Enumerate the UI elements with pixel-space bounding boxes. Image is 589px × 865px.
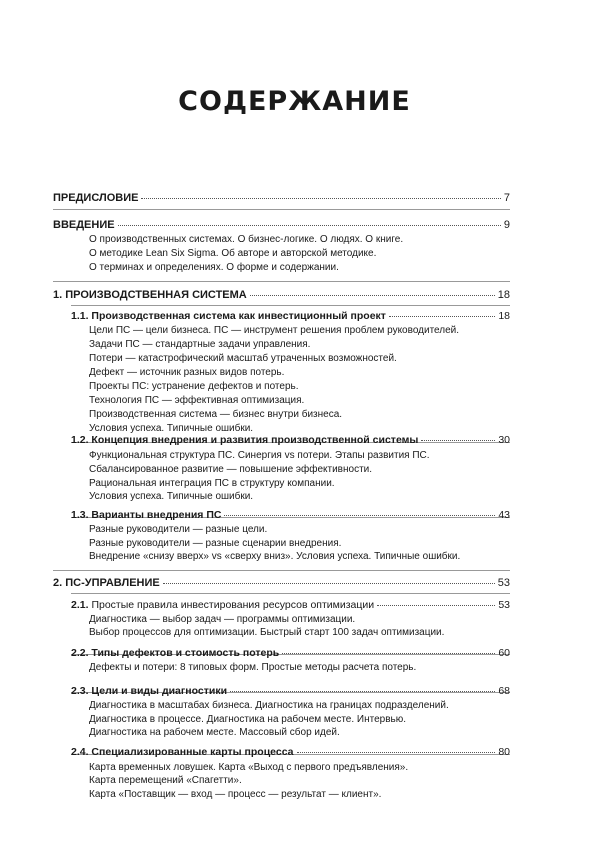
entry-label: 2. ПС-УПРАВЛЕНИЕ <box>53 577 160 589</box>
toc-entry-chapter-1[interactable] <box>53 289 510 301</box>
toc-entry-section-2-1[interactable] <box>71 599 510 611</box>
entry-description: Цели ПС — цели бизнеса. ПС — инструмент решения проблем руководителей. <box>89 325 460 336</box>
leader-dots <box>230 691 495 692</box>
divider <box>71 305 510 306</box>
leader-dots <box>250 295 495 296</box>
leader-dots <box>141 198 500 199</box>
toc-entry-intro[interactable] <box>53 219 510 231</box>
entry-description: Задачи ПС — стандартные задачи управления. <box>89 339 311 350</box>
entry-description: Карта перемещений «Спагетти». <box>89 775 242 786</box>
page-title: СОДЕРЖАНИЕ <box>178 86 411 117</box>
divider <box>53 570 510 571</box>
toc-entry-section-1-2[interactable] <box>71 434 510 446</box>
entry-page: 53 <box>497 577 510 589</box>
entry-description: Сбалансированное развитие — повышение эффективности. <box>89 464 373 475</box>
leader-dots <box>377 605 495 606</box>
entry-description: Дефект — источник разных видов потерь. <box>89 367 285 378</box>
leader-dots <box>389 316 495 317</box>
entry-page: 18 <box>498 310 510 322</box>
entry-label: 2.2. Типы дефектов и стоимость потерь <box>71 647 280 659</box>
entry-description: Диагностика в процессе. Диагностика на рабочем месте. Интервью. <box>89 714 407 725</box>
toc-entry-preface[interactable] <box>53 192 510 204</box>
entry-description: Диагностика на рабочем месте. Массовый сбор идей. <box>89 727 340 738</box>
entry-description: Технология ПС — эффективная оптимизация. <box>89 395 305 406</box>
entry-label: 1.3. Варианты внедрения ПС <box>71 509 222 521</box>
entry-page: 43 <box>498 509 510 521</box>
entry-description: О производственных системах. О бизнес-логике. О людях. О книге. <box>89 234 404 245</box>
entry-description: Дефекты и потери: 8 типовых форм. Простые методы расчета потерь. <box>89 662 417 673</box>
entry-description: Разные руководители — разные сценарии внедрения. <box>89 538 342 549</box>
toc-entry-section-2-3[interactable] <box>71 685 510 697</box>
entry-label: 1.2. Концепция внедрения и развития производственной системы <box>71 434 419 446</box>
entry-page: 60 <box>498 647 510 659</box>
entry-page: 7 <box>503 192 510 204</box>
entry-description: Карта «Поставщик — вход — процесс — результат — клиент». <box>89 789 382 800</box>
entry-description: Проекты ПС: устранение дефектов и потерь. <box>89 381 299 392</box>
entry-page: 9 <box>503 219 510 231</box>
entry-page: 80 <box>498 746 510 758</box>
divider <box>53 281 510 282</box>
entry-label: Простые правила инвестирования ресурсов оптимизации <box>91 599 375 611</box>
entry-page: 18 <box>497 289 510 301</box>
entry-label: 2.3. Цели и виды диагностики <box>71 685 228 697</box>
entry-description: Внедрение «снизу вверх» vs «сверху вниз». Условия успеха. Типичные ошибки. <box>89 551 461 562</box>
entry-page: 68 <box>498 685 510 697</box>
divider <box>71 593 510 594</box>
leader-dots <box>118 225 501 226</box>
entry-page: 30 <box>498 434 510 446</box>
entry-page: 53 <box>498 599 510 611</box>
entry-label: 1. ПРОИЗВОДСТВЕННАЯ СИСТЕМА <box>53 289 247 301</box>
entry-label: ВВЕДЕНИЕ <box>53 219 115 231</box>
entry-description: О терминах и определениях. О форме и содержании. <box>89 262 339 273</box>
entry-description: Диагностика — выбор задач — программы оптимизации. <box>89 614 356 625</box>
divider <box>53 209 510 210</box>
entry-label: 2.4. Специализированные карты процесса <box>71 746 294 758</box>
leader-dots <box>163 583 495 584</box>
toc-entry-section-1-3[interactable] <box>71 509 510 521</box>
entry-description: О методике Lean Six Sigma. Об авторе и авторской методике. <box>89 248 377 259</box>
toc-entry-section-2-2[interactable] <box>71 647 510 659</box>
leader-dots <box>297 752 496 753</box>
entry-description: Производственная система — бизнес внутри бизнеса. <box>89 409 343 420</box>
entry-description: Условия успеха. Типичные ошибки. <box>89 491 254 502</box>
entry-description: Диагностика в масштабах бизнеса. Диагностика на границах подразделений. <box>89 700 449 711</box>
entry-description: Рациональная интеграция ПС в структуру компании. <box>89 478 335 489</box>
entry-number: 2.1. <box>71 599 89 611</box>
entry-description: Функциональная структура ПС. Синергия vs потери. Этапы развития ПС. <box>89 450 430 461</box>
entry-description: Потери — катастрофический масштаб утраченных возможностей. <box>89 353 397 364</box>
leader-dots <box>282 653 495 654</box>
leader-dots <box>421 440 495 441</box>
toc-entry-section-1-1[interactable] <box>71 310 510 322</box>
entry-description: Разные руководители — разные цели. <box>89 524 268 535</box>
entry-label: 1.1. Производственная система как инвестиционный проект <box>71 310 386 322</box>
toc-entry-section-2-4[interactable] <box>71 746 510 758</box>
entry-description: Карта временных ловушек. Карта «Выход с первого предъявления». <box>89 762 409 773</box>
entry-label: ПРЕДИСЛОВИЕ <box>53 192 139 204</box>
toc-entry-chapter-2[interactable] <box>53 577 510 589</box>
entry-description: Условия успеха. Типичные ошибки. <box>89 423 254 434</box>
entry-description: Выбор процессов для оптимизации. Быстрый старт 100 задач оптимизации. <box>89 627 445 638</box>
leader-dots <box>224 515 495 516</box>
